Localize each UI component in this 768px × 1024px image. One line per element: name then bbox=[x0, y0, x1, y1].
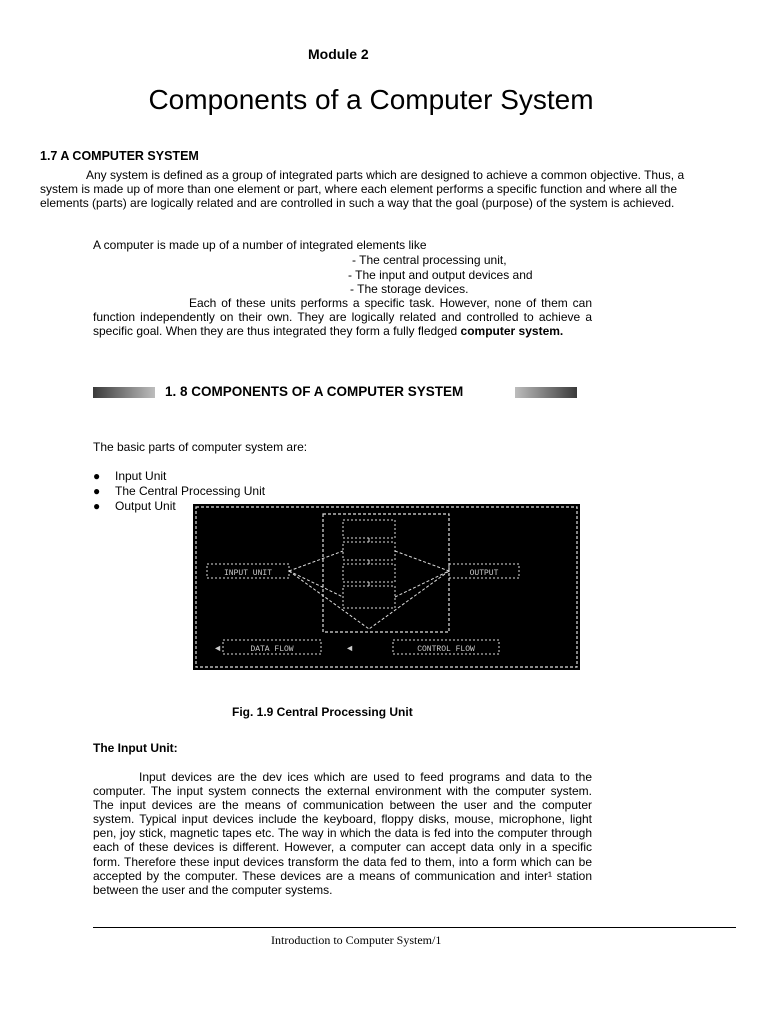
svg-text:◄: ◄ bbox=[347, 644, 353, 654]
diagram-label-control-flow: CONTROL FLOW bbox=[417, 645, 475, 654]
diagram-label-input: INPUT UNIT bbox=[223, 569, 273, 578]
list-item-label: Input Unit bbox=[115, 469, 167, 483]
footer-rule bbox=[93, 927, 736, 928]
svg-text:◄: ◄ bbox=[215, 644, 221, 654]
list-item bbox=[93, 469, 265, 484]
basic-parts-intro: The basic parts of computer system are: bbox=[93, 440, 308, 454]
input-unit-text: Input devices are the dev ices which are used to feed programs and data to the computer. The input system connects the external environment with the computer system. The input devices are the means of communication between the user and the computer system. Typical input devices include the keyboard, floppy disks, mouse, microphone, light pen, joy stick, magnetic tapes etc. The way in which the data is fed into the computer through each of these devices is different. However, a computer can accept data only in a specific form. Therefore these input devices transform the data fed to them, into a form which can be accepted by the computer. These devices are a means of communication and inter¹ station between the user and the computer systems. bbox=[93, 770, 592, 897]
bullet-icon: ● bbox=[93, 499, 101, 513]
heading-bar-left bbox=[93, 387, 155, 398]
bullet-icon: ● bbox=[93, 469, 101, 483]
system-definition-paragraph bbox=[40, 168, 702, 210]
integration-paragraph bbox=[93, 296, 592, 339]
bullet-icon: ● bbox=[93, 484, 101, 498]
page-title: Components of a Computer System bbox=[148, 84, 594, 115]
integration-text: Each of these units performs a specific task. However, none of them can function independently on their own. They are logically related and controlled to achieve a specific goal. When they are thus integrated they form a fully fledged bbox=[93, 296, 592, 339]
cpu-diagram bbox=[193, 504, 580, 670]
section-1-7-heading: 1.7 A COMPUTER SYSTEM bbox=[40, 149, 199, 163]
list-item-label: The Central Processing Unit bbox=[115, 484, 266, 498]
list-item bbox=[93, 484, 265, 499]
section-1-8-heading: 1. 8 COMPONENTS OF A COMPUTER SYSTEM bbox=[165, 384, 464, 399]
element-io: - The input and output devices and bbox=[348, 268, 533, 282]
figure-caption: Fig. 1.9 Central Processing Unit bbox=[232, 705, 413, 719]
input-unit-heading: The Input Unit: bbox=[93, 741, 178, 755]
diagram-label-output: OUTPUT bbox=[469, 569, 499, 578]
element-storage: - The storage devices. bbox=[350, 282, 469, 296]
input-unit-paragraph bbox=[93, 770, 592, 897]
diagram-label-data-flow: DATA FLOW bbox=[250, 645, 294, 654]
element-cpu: - The central processing unit, bbox=[352, 253, 507, 267]
module-label: Module 2 bbox=[308, 46, 369, 62]
computer-elements-intro: A computer is made up of a number of integrated elements like bbox=[93, 238, 427, 252]
heading-bar-right bbox=[515, 387, 577, 398]
integration-bold-text: computer system. bbox=[460, 324, 564, 339]
list-item-label: Output Unit bbox=[115, 499, 176, 513]
system-definition-text: Any system is defined as a group of integrated parts which are designed to achieve a common objective. Thus, a system is made up of more than one element or part, where each element performs a specific function and where all the elements (parts) are logically related and are controlled in such a way that the goal (purpose) of the system is achieved. bbox=[40, 168, 685, 210]
page-footer: Introduction to Computer System/1 bbox=[271, 933, 442, 947]
